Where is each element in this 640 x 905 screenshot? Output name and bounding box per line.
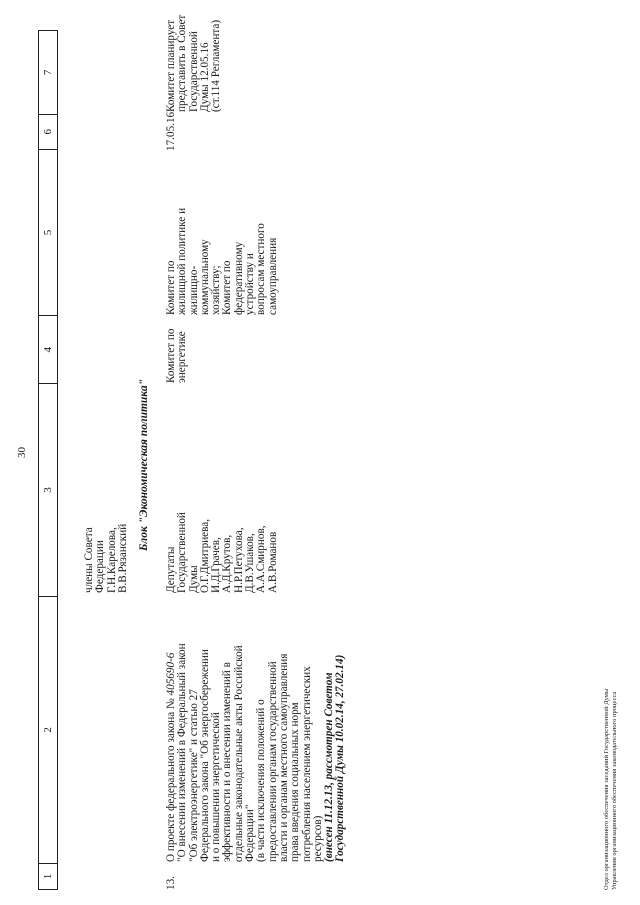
note-line: Комитет планирует <box>165 19 177 112</box>
author-line: Д.В.Ушаков, <box>244 533 257 593</box>
co-committee-line: устройству и <box>244 253 257 315</box>
bill-title-line: (в части исключения положений о <box>255 699 268 862</box>
row-number: 13. <box>165 876 177 890</box>
bill-title-line: ресурсов) <box>311 815 324 862</box>
note-cell <box>166 15 222 112</box>
footer <box>603 689 619 890</box>
header-col-4: 4 <box>39 315 57 383</box>
author-line: А.В.Романов <box>266 531 279 593</box>
lead-committee <box>166 329 189 383</box>
bill-number: 405690-6 <box>165 652 177 696</box>
note-line: Государственной <box>187 31 200 112</box>
bill-title-line: "Об электроэнергетике" и статью 27 <box>187 689 200 862</box>
date-cell <box>166 112 177 151</box>
co-committee-line: федеративному <box>232 241 245 315</box>
bill-history-line: Государственной Думы 10.02.14, 27.02.14) <box>334 654 347 862</box>
header-col-6: 6 <box>39 114 57 149</box>
bill-title-line: потребления населением энергетических <box>300 666 313 862</box>
prev-row-col3 <box>84 524 129 593</box>
bill-title-line: предоставлении органам государственной <box>266 661 279 862</box>
co-committee-line: жилищной политике и <box>176 207 189 315</box>
header-col-3: 3 <box>39 383 57 596</box>
co-committee-line: самоуправления <box>266 237 279 315</box>
header-col-1: 1 <box>39 863 57 889</box>
bill-title-line: Федерального закона "Об энергосбережении <box>198 649 211 862</box>
co-committee-line: Комитет по <box>221 260 234 315</box>
authors <box>166 512 279 593</box>
lead-committee-line: Комитет по <box>165 328 177 383</box>
prev-row-line: Федерации <box>94 540 107 593</box>
header-col-2: 2 <box>39 596 57 863</box>
co-committee-line: коммунальному <box>198 239 211 315</box>
author-line: Депутаты <box>165 546 177 593</box>
bill-title-line: Федерации" <box>244 804 257 862</box>
author-line: О.Г.Дмитриева, <box>198 518 211 593</box>
author-line: Н.Р.Петухова, <box>232 527 245 593</box>
author-line: И.Д.Грачев, <box>210 537 223 593</box>
bill-title-line: права введения социальных норм <box>289 702 302 862</box>
prev-row-line: члены Совета <box>83 527 95 593</box>
lead-committee-line: энергетике <box>176 331 189 383</box>
date-value: 17.05.16 <box>165 111 177 151</box>
header-col-7: 7 <box>42 69 54 76</box>
bill-title-line: "О внесении изменений в Федеральный закон <box>176 643 189 862</box>
bill-title-prefix: О проекте федерального закона № <box>165 698 177 862</box>
prev-row-line: В.В.Рязанский <box>116 523 129 593</box>
co-committees <box>166 208 279 315</box>
block-title: Блок "Экономическая политика" <box>138 379 150 552</box>
footer-line: Отдел организационного обеспечения заседаний Государственной Думы <box>603 688 610 890</box>
co-committee-line: вопросам местного <box>255 223 268 315</box>
bill-title <box>166 643 347 862</box>
author-line: Думы <box>187 565 200 593</box>
bill-title-line: отдельные законодательные акты Российской <box>232 645 245 862</box>
author-line: Государственной <box>176 512 189 593</box>
bill-history-line: (внесен 11.12.13, рассмотрен Советом <box>323 672 336 862</box>
author-line: А.А.Смирнов, <box>255 525 268 593</box>
note-line: Думы 12.05.16 <box>198 42 211 112</box>
co-committee-line: жилищно- <box>187 265 200 315</box>
note-line: представить в Совет <box>176 14 189 112</box>
bill-title-line: власти и органам местного самоуправления <box>277 653 290 862</box>
co-committee-line: хозяйству; <box>210 265 223 315</box>
author-line: А.Д.Крутов, <box>221 534 234 593</box>
bill-title-line: и о повышении энергетической <box>210 712 223 862</box>
bill-title-line: эффективности и о внесении изменений в <box>221 662 234 862</box>
co-committee-line: Комитет по <box>165 260 177 315</box>
column-header-row <box>38 30 58 890</box>
note-line: (ст.114 Регламента) <box>210 19 223 112</box>
header-col-5: 5 <box>39 149 57 316</box>
prev-row-line: Г.Н.Карелова, <box>105 527 118 593</box>
page-number: 30 <box>16 447 28 458</box>
footer-line: Управления организационного обеспечения законодательного процесса <box>611 691 618 890</box>
